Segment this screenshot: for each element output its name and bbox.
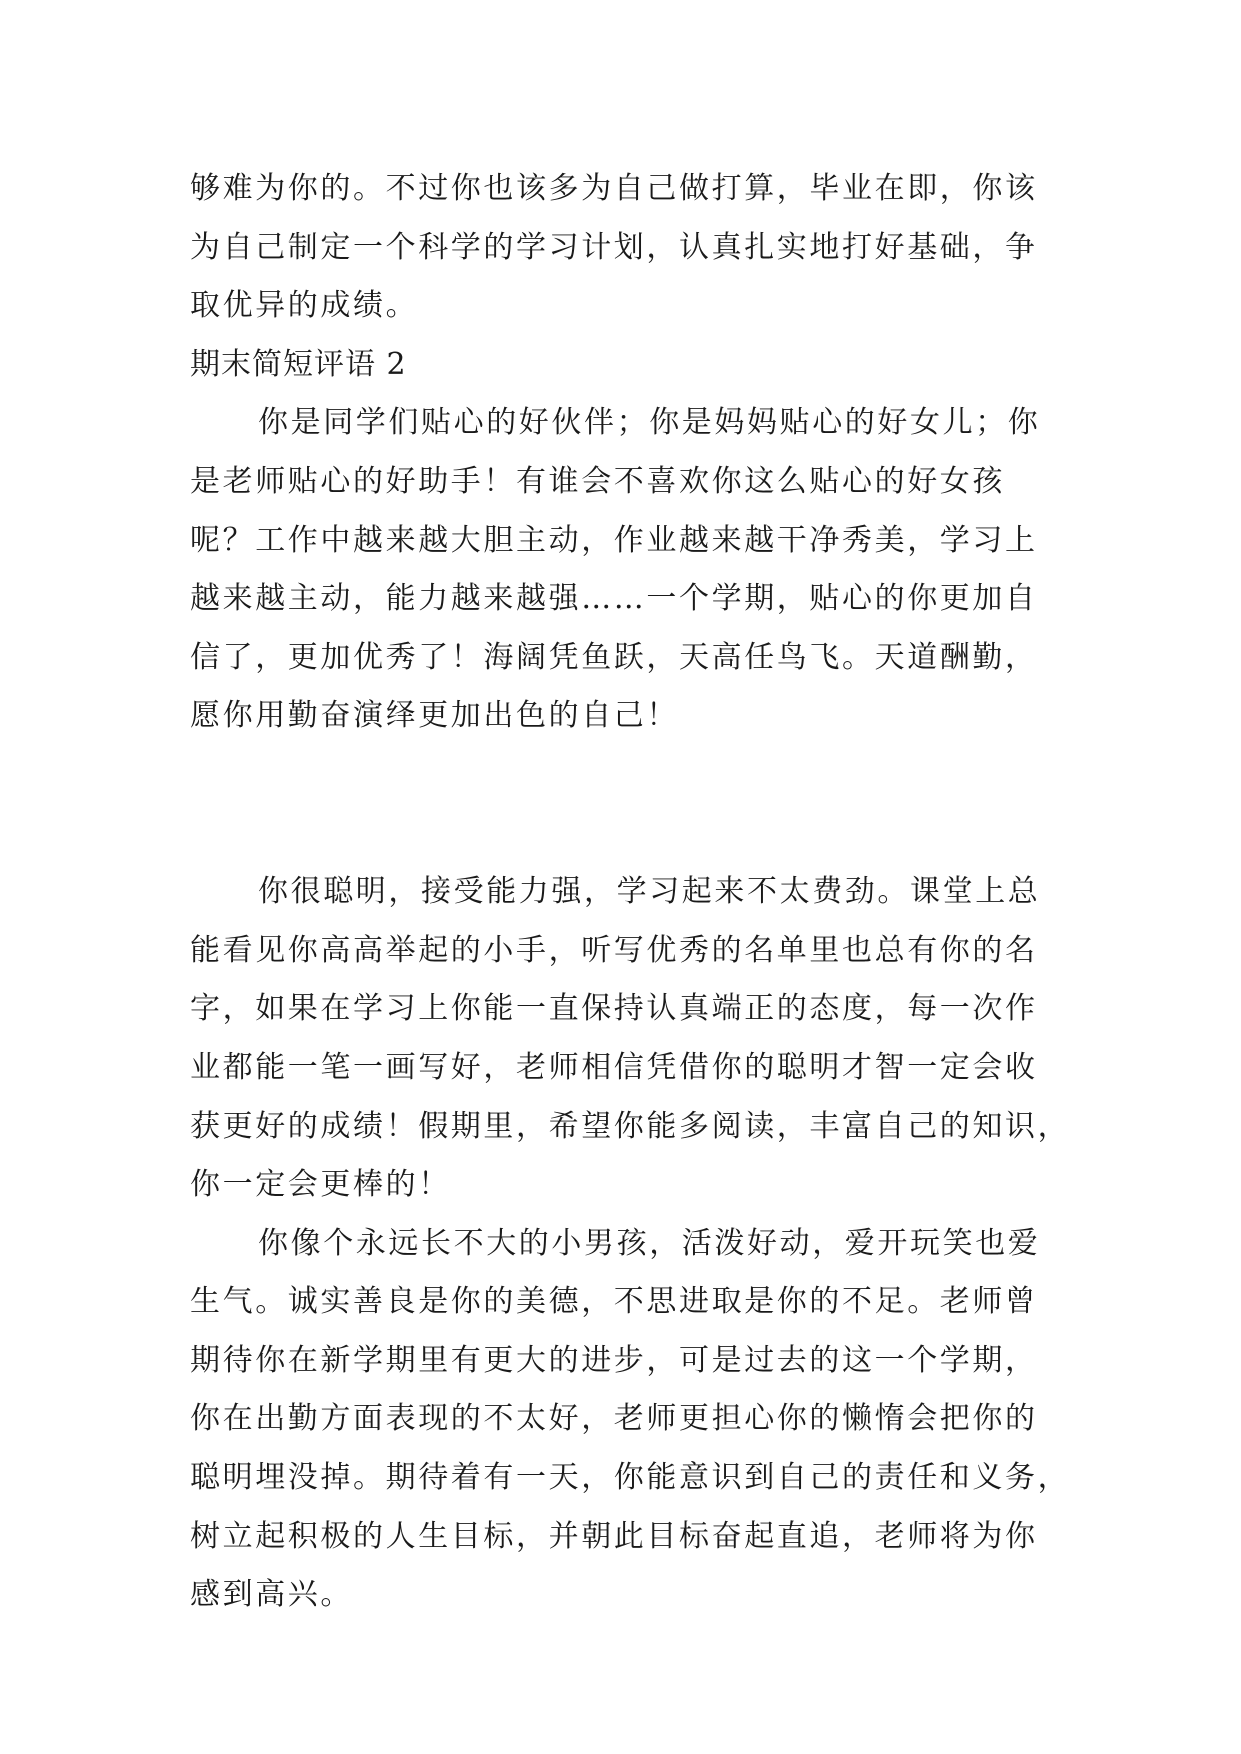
text-line: 期待你在新学期里有更大的进步，可是过去的这一个学期， <box>190 1342 1038 1378</box>
comment-paragraph-3 <box>190 1215 1070 1625</box>
blank-line <box>190 746 1070 805</box>
comment-paragraph-1 <box>190 394 1070 746</box>
section-heading: 期末简短评语 2 <box>190 346 407 382</box>
text-line: 你是同学们贴心的好伙伴；你是妈妈贴心的好女儿；你 <box>258 405 1041 441</box>
text-line: 感到高兴。 <box>190 1577 353 1613</box>
text-line: 聪明埋没掉。期待着有一天，你能意识到自己的责任和义务， <box>190 1460 1071 1496</box>
text-line: 树立起积极的人生目标，并朝此目标奋起直追，老师将为你 <box>190 1518 1038 1554</box>
text-line: 越来越主动，能力越来越强……一个学期，贴心的你更加自 <box>190 581 1038 617</box>
text-line: 你很聪明，接受能力强，学习起来不太费劲。课堂上总 <box>258 874 1041 910</box>
text-line: 你在出勤方面表现的不太好，老师更担心你的懒惰会把你的 <box>190 1401 1038 1437</box>
text-line: 你像个永远长不大的小男孩，活泼好动，爱开玩笑也爱 <box>258 1225 1041 1261</box>
continued-paragraph <box>190 160 1070 336</box>
text-line: 愿你用勤奋演绎更加出色的自己！ <box>190 698 679 734</box>
text-line: 你一定会更棒的！ <box>190 1167 451 1203</box>
document-body <box>190 160 1070 1625</box>
text-line: 获更好的成绩！假期里，希望你能多阅读，丰富自己的知识， <box>190 1108 1071 1144</box>
text-line: 信了，更加优秀了！海阔凭鱼跃，天高任鸟飞。天道酬勤， <box>190 639 1038 675</box>
text-line: 生气。诚实善良是你的美德，不思进取是你的不足。老师曾 <box>190 1284 1038 1320</box>
text-line: 能看见你高高举起的小手，听写优秀的名单里也总有你的名 <box>190 932 1038 968</box>
text-line: 呢？工作中越来越大胆主动，作业越来越干净秀美，学习上 <box>190 522 1038 558</box>
comment-paragraph-2 <box>190 863 1070 1215</box>
text-line: 够难为你的。不过你也该多为自己做打算，毕业在即，你该 <box>190 171 1038 206</box>
text-line: 为自己制定一个科学的学习计划，认真扎实地打好基础，争 <box>190 229 1038 265</box>
text-line: 取优异的成绩。 <box>190 288 419 324</box>
text-line: 业都能一笔一画写好，老师相信凭借你的聪明才智一定会收 <box>190 1049 1038 1085</box>
text-line: 字，如果在学习上你能一直保持认真端正的态度，每一次作 <box>190 991 1038 1027</box>
blank-line <box>190 805 1070 864</box>
text-line: 是老师贴心的好助手！有谁会不喜欢你这么贴心的好女孩 <box>190 463 1005 499</box>
